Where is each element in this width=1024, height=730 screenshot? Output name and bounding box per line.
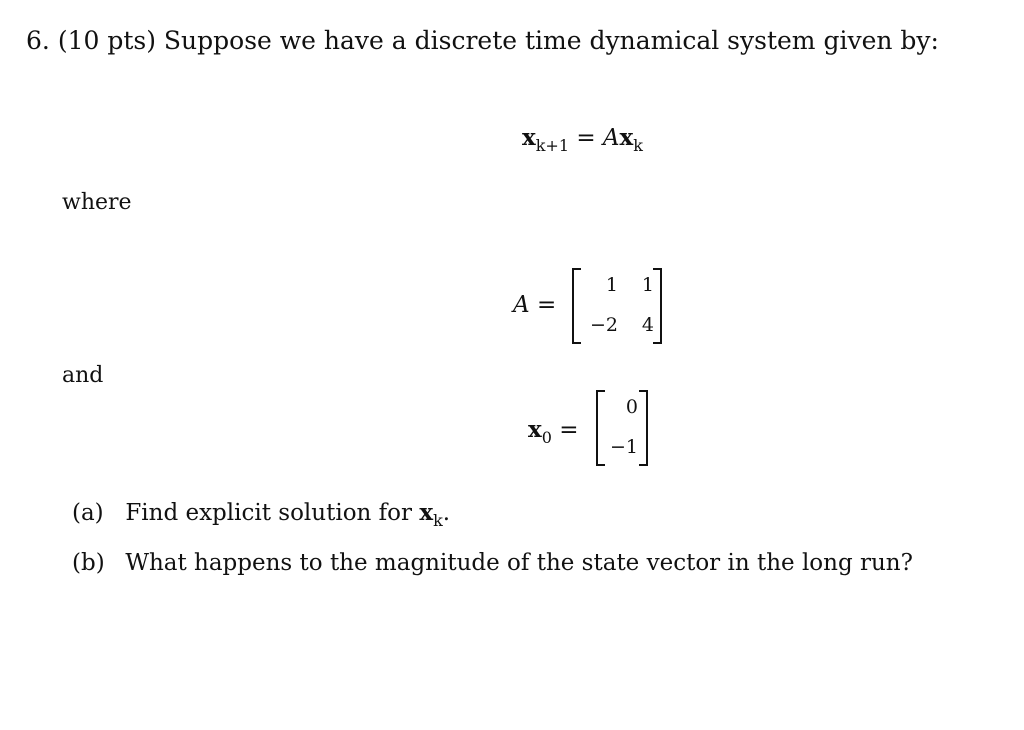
matrix-a-cell: 4	[641, 314, 654, 336]
part-b-label: (b)	[72, 550, 105, 576]
state-var-next: x	[522, 124, 536, 151]
problem-number: 6.	[26, 26, 50, 55]
vector-x0	[596, 390, 648, 466]
part-a-tail: .	[442, 500, 451, 526]
recurrence-equation	[522, 124, 643, 155]
part-a-var: x	[419, 499, 434, 526]
vector-x0-label	[528, 416, 579, 447]
vector-x0-sub: 0	[541, 428, 552, 447]
left-bracket	[596, 390, 605, 466]
part-b	[72, 550, 913, 576]
problem-header	[26, 26, 939, 55]
vector-x0-equals: =	[559, 417, 579, 443]
matrix-a-label	[513, 292, 556, 318]
matrix-a-cell: −2	[589, 314, 618, 336]
vector-x0-cell: 0	[625, 396, 638, 418]
vector-x0-cell: −1	[609, 436, 638, 458]
word-and: and	[62, 363, 104, 388]
matrix-a-cell: 1	[641, 274, 654, 296]
part-a-text: Find explicit solution for	[125, 500, 420, 526]
problem-points: (10 pts)	[57, 26, 156, 55]
matrix-a	[572, 268, 662, 344]
left-bracket	[572, 268, 581, 344]
state-var-current: x	[619, 124, 634, 151]
right-bracket	[653, 268, 662, 344]
matrix-a-name: A	[513, 292, 530, 318]
part-a-label: (a)	[72, 500, 104, 526]
word-where: where	[62, 190, 132, 215]
equals-sign: =	[576, 125, 596, 151]
matrix-symbol: A	[602, 125, 620, 151]
vector-x0-name: x	[528, 416, 542, 443]
matrix-a-cell: 1	[605, 274, 618, 296]
part-a	[72, 499, 450, 530]
matrix-a-equals: =	[536, 292, 557, 318]
part-b-text: What happens to the magnitude of the state vector in the long run?	[125, 550, 913, 576]
state-sub-current: k	[633, 136, 643, 155]
state-sub-next: k+1	[535, 136, 569, 155]
part-a-var-sub: k	[433, 511, 443, 530]
problem-statement: Suppose we have a discrete time dynamical system given by:	[163, 26, 939, 55]
right-bracket	[639, 390, 648, 466]
